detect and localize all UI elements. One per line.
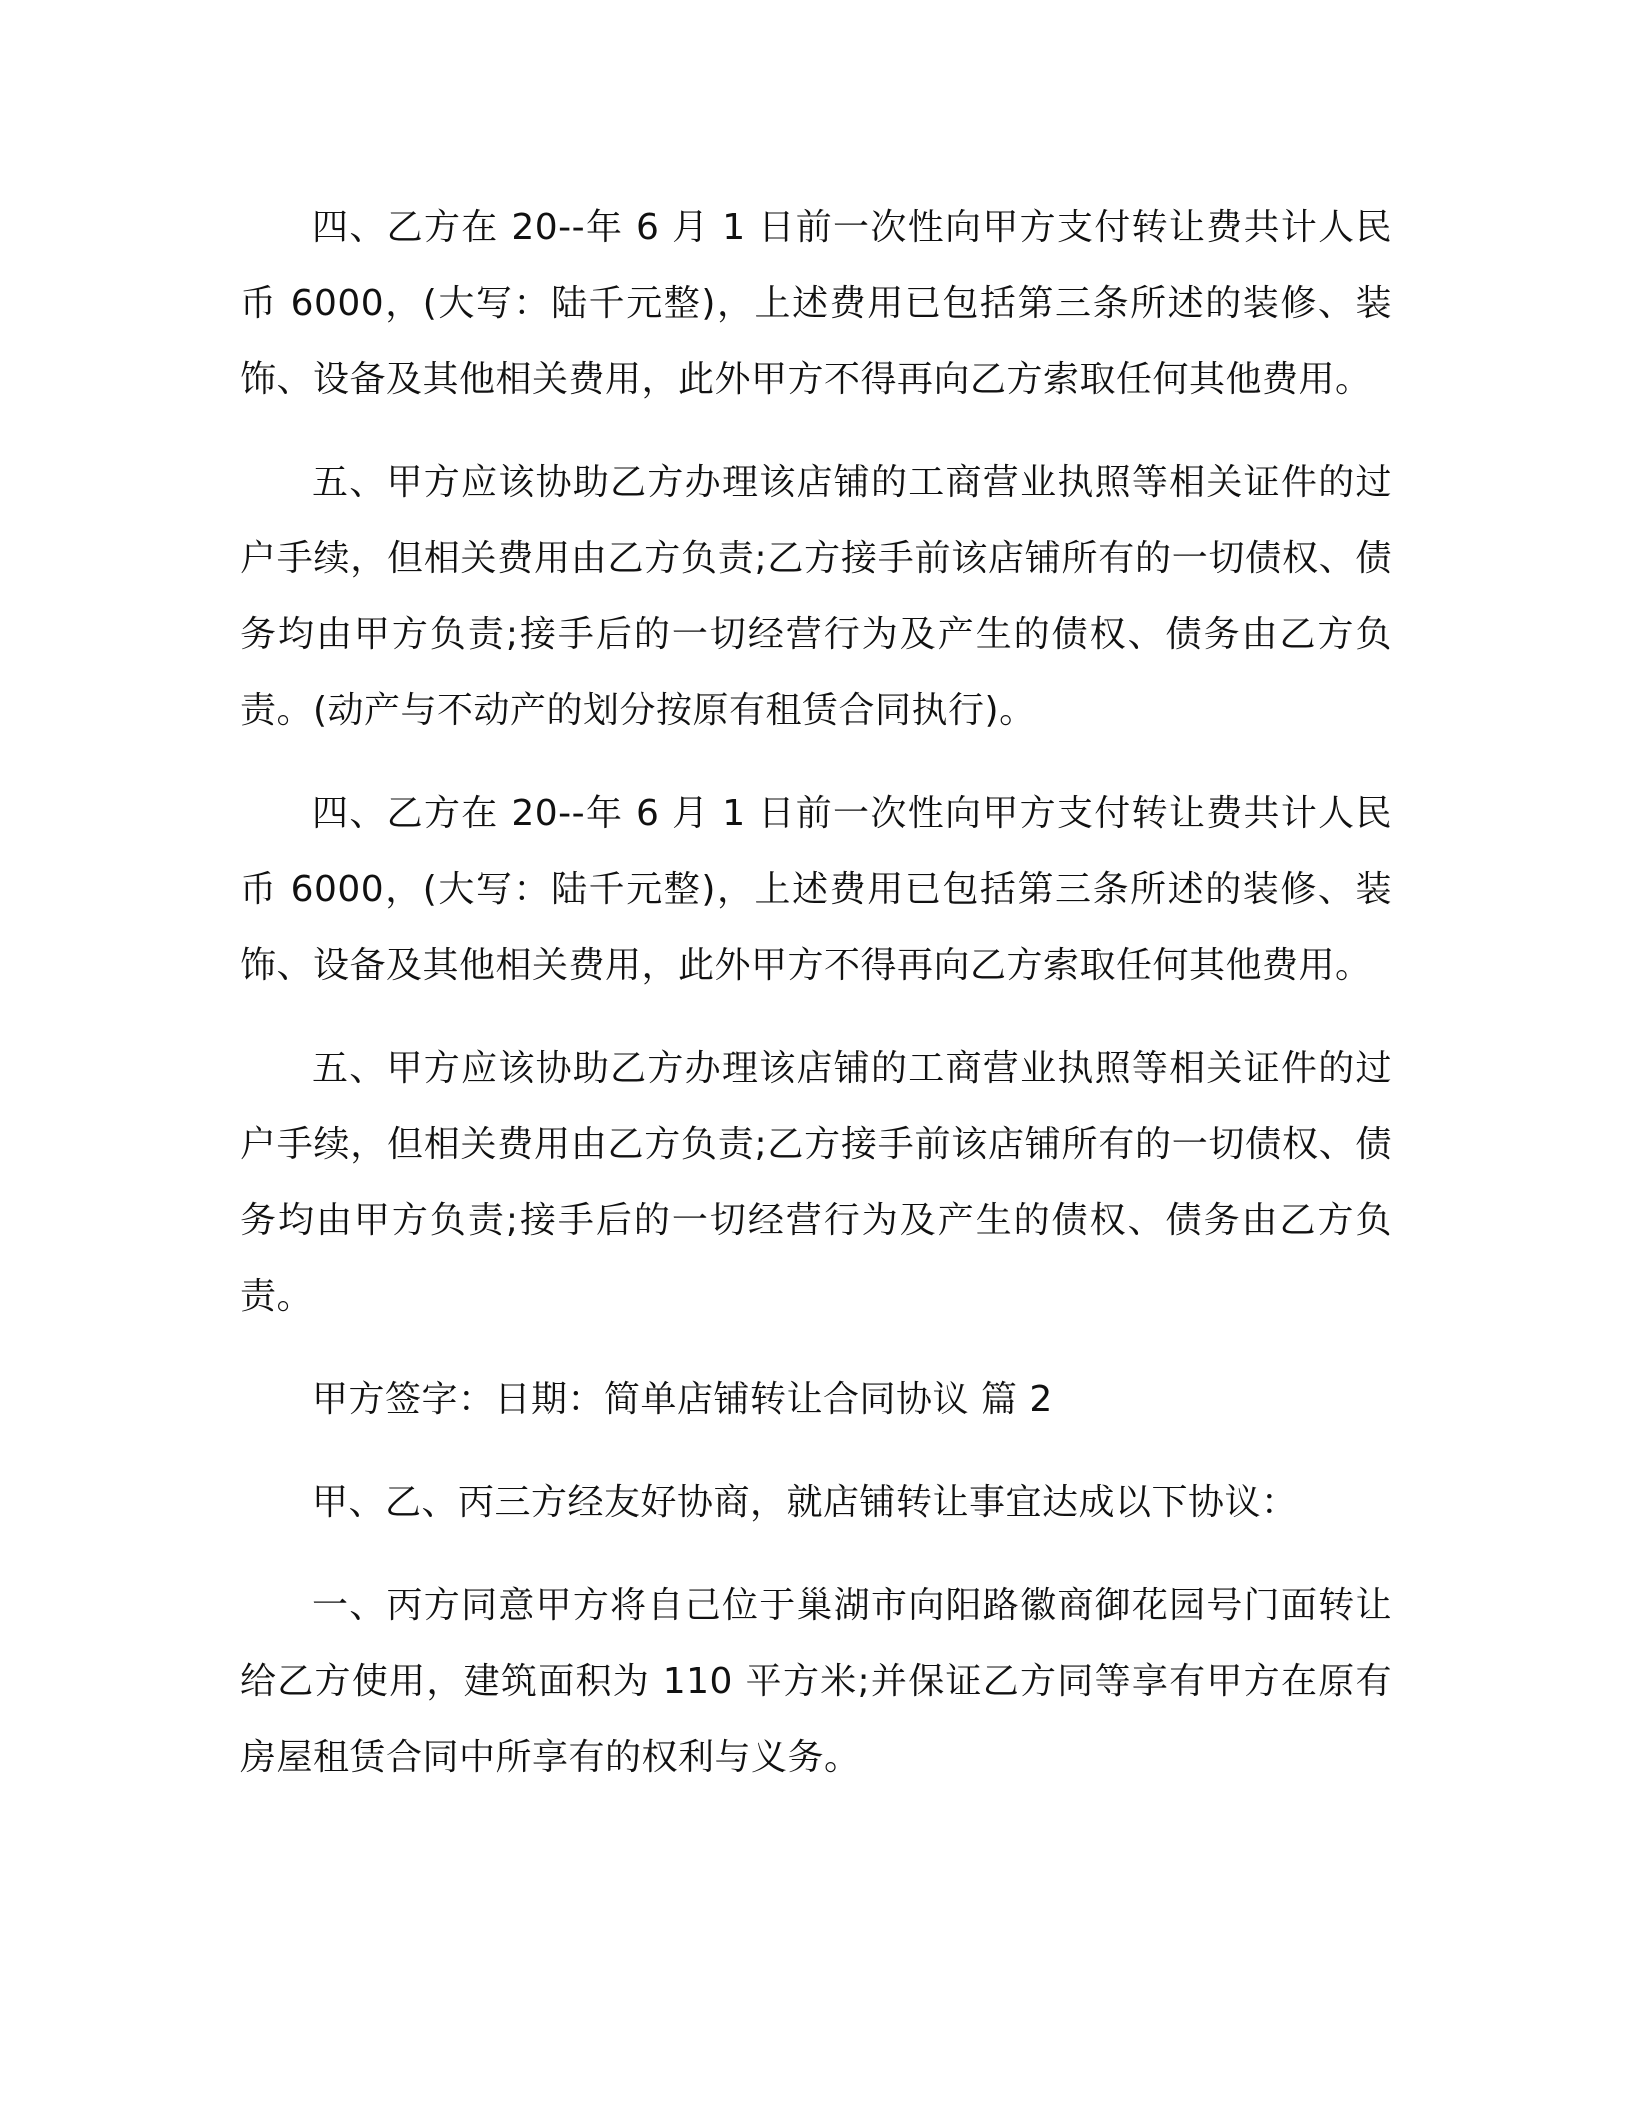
clause-1-premises: 一、丙方同意甲方将自己位于巢湖市向阳路徽商御花园号门面转让给乙方使用，建筑面积为 110 平方米;并保证乙方同等享有甲方在原有房屋租赁合同中所享有的权利与义务。 <box>240 1585 1392 1778</box>
clause-4-payment: 四、乙方在 20--年 6 月 1 日前一次性向甲方支付转让费共计人民币 6000，(大写：陆千元整)，上述费用已包括第三条所述的装修、装饰、设备及其他相关费用，此外甲方不得再向乙方索取任何其他费用。 <box>240 207 1392 400</box>
signature-date-line: 甲方签字：日期：简单店铺转让合同协议 篇 2 <box>312 1379 1053 1420</box>
clause-5-transfer-procedures-repeat: 五、甲方应该协助乙方办理该店铺的工商营业执照等相关证件的过户手续，但相关费用由乙方负责;乙方接手前该店铺所有的一切债权、债务均由甲方负责;接手后的一切经营行为及产生的债权、债务由乙方负责。 <box>240 1048 1392 1317</box>
clause-5-transfer-procedures: 五、甲方应该协助乙方办理该店铺的工商营业执照等相关证件的过户手续，但相关费用由乙方负责;乙方接手前该店铺所有的一切债权、债务均由甲方负责;接手后的一切经营行为及产生的债权、债务由乙方负责。(动产与不动产的划分按原有租赁合同执行)。 <box>240 462 1392 731</box>
document-body <box>240 190 1392 1796</box>
agreement-intro: 甲、乙、丙三方经友好协商，就店铺转让事宜达成以下协议： <box>312 1482 1298 1523</box>
clause-4-payment-repeat: 四、乙方在 20--年 6 月 1 日前一次性向甲方支付转让费共计人民币 6000，(大写：陆千元整)，上述费用已包括第三条所述的装修、装饰、设备及其他相关费用，此外甲方不得再向乙方索取任何其他费用。 <box>240 793 1392 986</box>
